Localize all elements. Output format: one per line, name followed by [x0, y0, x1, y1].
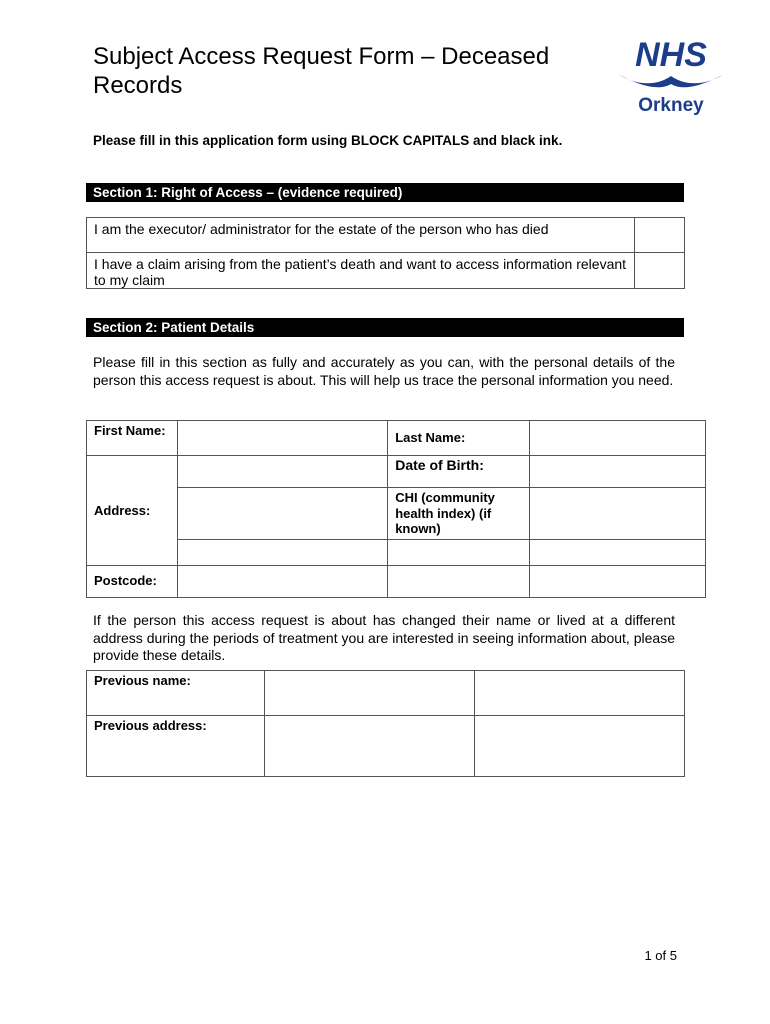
blank-field-b[interactable]: [530, 539, 706, 565]
previous-name-label: Previous name:: [87, 671, 265, 716]
blank-field-a[interactable]: [388, 539, 530, 565]
page-title: Subject Access Request Form – Deceased Records: [93, 43, 550, 99]
first-name-label: First Name:: [87, 421, 178, 456]
access-option-executor: I am the executor/ administrator for the estate of the person who has died: [87, 218, 635, 253]
form-instructions: Please fill in this application form using BLOCK CAPITALS and black ink.: [93, 133, 563, 148]
previous-address-label: Previous address:: [87, 716, 265, 777]
first-name-field[interactable]: [178, 421, 388, 456]
blank-field-c[interactable]: [388, 565, 530, 597]
claim-checkbox[interactable]: [635, 253, 685, 289]
address-line-2-field[interactable]: [178, 488, 388, 540]
logo-nhs-text: NHS: [635, 36, 707, 74]
access-option-claim: I have a claim arising from the patient’s death and want to access information relevant to my claim: [87, 253, 635, 289]
blank-field-d[interactable]: [530, 565, 706, 597]
last-name-field[interactable]: [530, 421, 706, 456]
previous-address-field-2[interactable]: [475, 716, 685, 777]
section1-heading: Section 1: Right of Access – (evidence required): [86, 183, 684, 202]
date-of-birth-label: Date of Birth:: [388, 456, 530, 488]
date-of-birth-field[interactable]: [530, 456, 706, 488]
previous-details-table: [86, 670, 685, 777]
patient-details-table: [86, 420, 706, 598]
chi-label: CHI (community health index) (if known): [388, 488, 530, 540]
page-number: 1 of 5: [644, 948, 677, 963]
address-line-3-field[interactable]: [178, 539, 388, 565]
previous-name-field-1[interactable]: [265, 671, 475, 716]
section2-heading: Section 2: Patient Details: [86, 318, 684, 337]
address-line-1-field[interactable]: [178, 456, 388, 488]
logo-region-text: Orkney: [638, 95, 704, 116]
postcode-field[interactable]: [178, 565, 388, 597]
logo-wave-icon: [618, 74, 724, 87]
executor-checkbox[interactable]: [635, 218, 685, 253]
address-label: Address:: [87, 456, 178, 566]
last-name-label: Last Name:: [388, 421, 530, 456]
postcode-label: Postcode:: [87, 565, 178, 597]
section2-intro: Please fill in this section as fully and accurately as you can, with the personal details of the person this access request is about. This will help us trace the personal information you need.: [93, 354, 675, 388]
nhs-orkney-logo: [610, 36, 732, 120]
previous-name-field-2[interactable]: [475, 671, 685, 716]
name-change-note: If the person this access request is about has changed their name or lived at a different address during the periods of treatment you are interested in seeing information about, please provide these details.: [93, 612, 675, 663]
previous-address-field-1[interactable]: [265, 716, 475, 777]
chi-field[interactable]: [530, 488, 706, 540]
right-of-access-table: [86, 217, 685, 289]
